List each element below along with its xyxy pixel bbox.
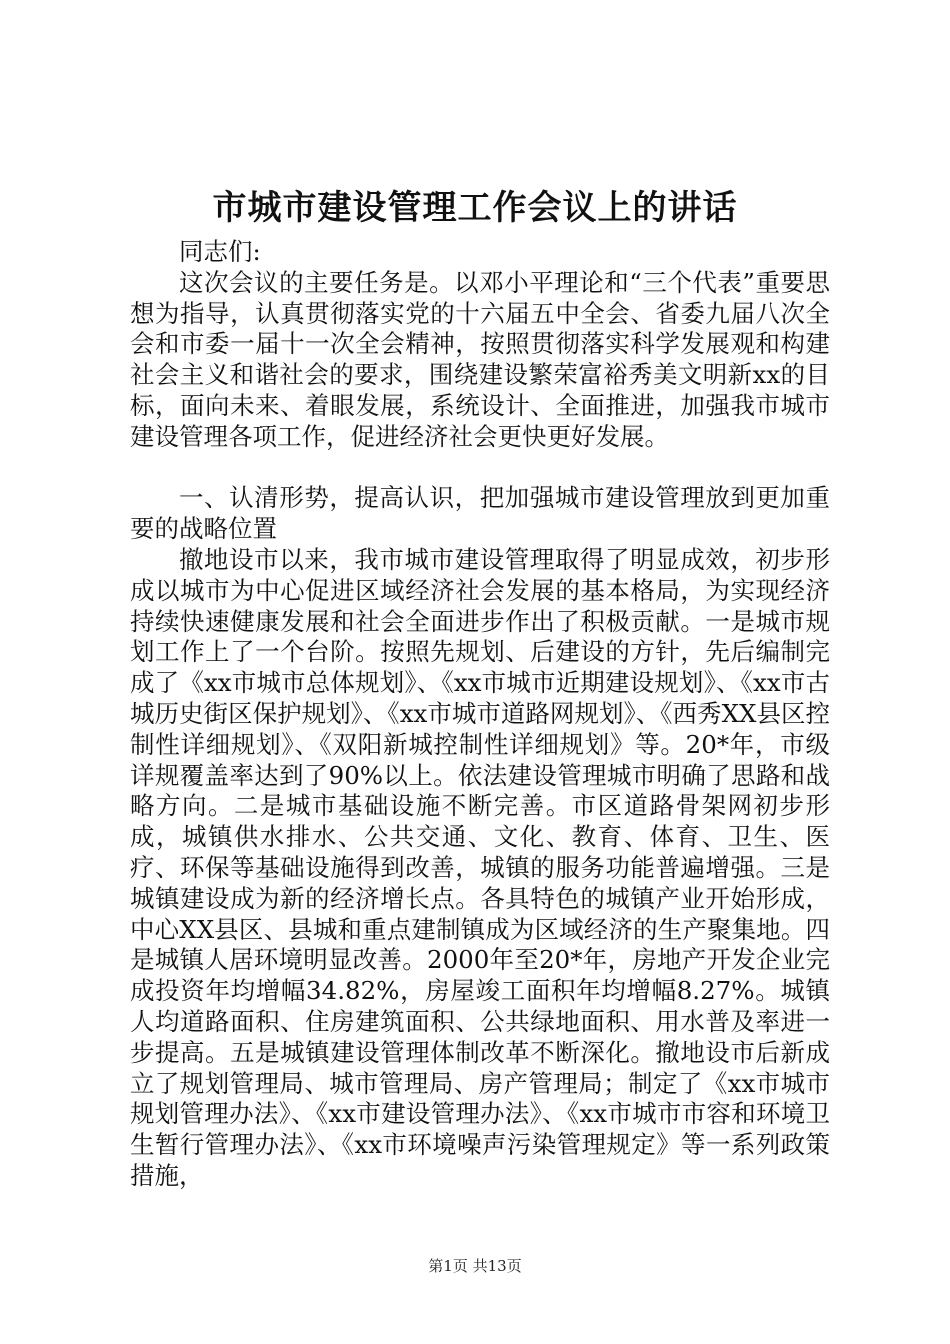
paragraph-intro: 这次会议的主要任务是。以邓小平理论和“三个代表”重要思想为指导，认真贯彻落实党的十六届五中全会、省委九届八次全会和市委一届十一次全会精神，按照贯彻落实科学发展观和构建社会主义和谐社会的要求，围绕建设繁荣富裕秀美文明新xx的目标，面向未来、着眼发展，系统设计、全面推进，加强我市城市建设管理各项工作，促进经济社会更快更好发展。 <box>130 267 830 451</box>
page-number-footer: 第1页 共13页 <box>428 1257 522 1275</box>
paragraph-achievements: 撤地设市以来，我市城市建设管理取得了明显成效，初步形成以城市为中心促进区域经济社会发展的基本格局，为实现经济持续快速健康发展和社会全面进步作出了积极贡献。一是城市规划工作上了一个台阶。按照先规划、后建设的方针，先后编制完成了《xx市城市总体规划》、《xx市城市近期建设规划》、《xx市古城历史街区保护规划》、《xx市城市道路网规划》、《西秀XX县区控制性详细规划》、《双阳新城控制性详细规划》等。20*年，市级详规覆盖率达到了90%以上。依法建设管理城市明确了思路和战略方向。二是城市基础设施不断完善。市区道路骨架网初步形成，城镇供水排水、公共交通、文化、教育、体育、卫生、医疗、环保等基础设施得到改善，城镇的服务功能普遍增强。三是城镇建设成为新的经济增长点。各具特色的城镇产业开始形成，中心XX县区、县城和重点建制镇成为区域经济的生产聚集地。四是城镇人居环境明显改善。2000年至20*年，房地产开发企业完成投资年均增幅34.82%，房屋竣工面积年均增幅8.27%。城镇人均道路面积、住房建筑面积、公共绿地面积、用水普及率进一步提高。五是城镇建设管理体制改革不断深化。撤地设市后新成立了规划管理局、城市管理局、房产管理局；制定了《xx市城市规划管理办法》、《xx市建设管理办法》、《xx市城市市容和环境卫生暂行管理办法》、《xx市环境噪声污染管理规定》等一系列政策措施， <box>130 544 830 1190</box>
document-title: 市城市建设管理工作会议上的讲话 <box>212 188 738 228</box>
document-body <box>130 237 830 1192</box>
salutation: 同志们: <box>179 237 261 266</box>
section-heading: 一、认清形势，提高认识，把加强城市建设管理放到更加重要的战略位置 <box>130 483 830 544</box>
paragraph-spacer <box>130 453 830 484</box>
